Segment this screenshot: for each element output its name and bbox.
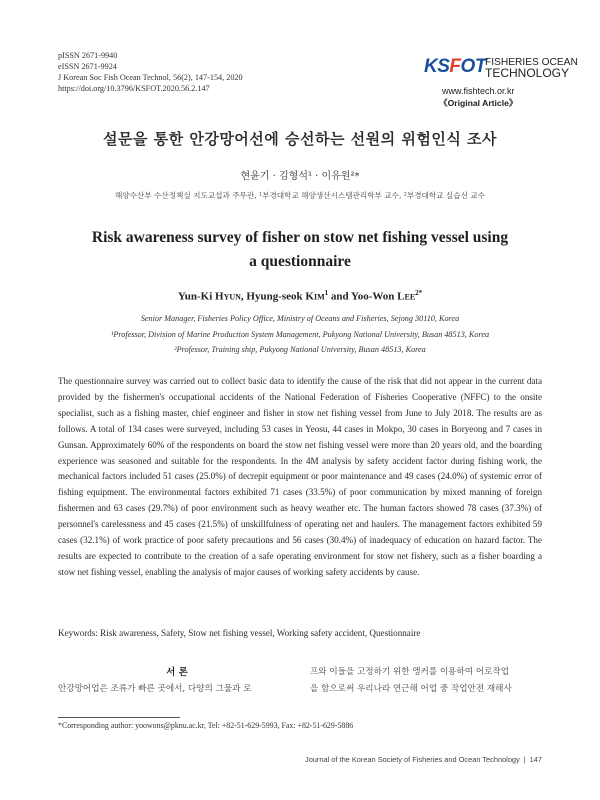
intro-heading: 서 론 (166, 667, 188, 678)
intro-left-column (58, 664, 296, 698)
journal-logo (424, 55, 578, 81)
korean-affiliations: 해양수산부 수산정책실 지도교섭과 주무관, ¹부경대학교 해양생산시스템관리학부 교수, ²부경대학교 실습선 교수 (114, 191, 486, 200)
doi-link[interactable]: https://doi.org/10.3796/KSFOT.2020.56.2.147 (58, 84, 210, 93)
intro-right-line: 프와 이들을 고정하기 위한 앵커를 이용하여 어로작업 (310, 667, 510, 677)
abstract: The questionnaire survey was carried out to collect basic data to identify the cause of the risk that did not appear in the current data provided by the fishermen's occupational accidents of the National Federation of Fisheries Cooperative (NFFC) to the onsite specialist, such as a fishing master, chief engineer and fisher in stow net fishing vessel from June to July 2018. The results are as follows. A total of 134 cases were surveyed, including 53 cases in Yeosu, 44 cases in Mokpo, 30 cases in Boryeong and 7 cases in Gunsan. Approximately 60% of the respondents on board the stow net fishing vessel were more than 20 years old, and the boarding experience was seasoned and suitable for the respondents. In the 4M analysis by safety accident factor during fishing work, the mechanical factors included 51 cases (25.0%) of decrepit equipment or poor maintenance and 49 cases (24.0%) of systemic error of fishing equipment. The environmental factors exhibited 71 cases (33.5%) of poor communication by mixed manning of foreign fishermen and 63 cases (29.7%) of poor environment such as heavy weather etc. The human factors showed 78 cases (37.3%) of personnel's carelessness and 45 cases (21.5%) of unskillfulness of operating net and haulers. The management factors exhibited 59 cases (32.1%) of work practice of poor safety precautions and 56 cases (30.4%) of inadequacy of education on hazard factor. The results are expected to contribute to the creation of a safe operating environment for stow net fishery, such as a fisher boarding a stow net fishing vessel, enabling the analysis of major causes of working safety accidents by cause. (58, 376, 542, 577)
english-authors: Yun-Ki Hyun, Hyung-seok Kim$^1$ and Yoo-Won Lee$^{2*}$ (177, 289, 423, 303)
eissn: eISSN 2671-9924 (58, 62, 117, 71)
pissn: pISSN 2671-9940 (58, 51, 118, 60)
korean-authors: 현윤기 · 김형석¹ · 이유원²* (240, 171, 360, 182)
affiliation-3: ²Professor, Training ship, Pukyong National University, Busan 48513, Korea (174, 345, 426, 354)
journal-metadata (58, 50, 243, 94)
corresponding-author-footnote: *Corresponding author: yoowons@pknu.ac.kr, Tel: +82-51-629-5993, Fax: +82-51-629-5886 (58, 721, 354, 730)
intro-right-column (310, 664, 548, 698)
keywords: Keywords: Risk awareness, Safety, Stow net fishing vessel, Working safety accident, Questionnaire (58, 628, 421, 638)
intro-left-line: 안강망어업은 조류가 빠른 곳에서, 다양의 그물과 로 (58, 684, 252, 694)
logo-text: FISHERIES OCEAN TECHNOLOGY (485, 57, 578, 80)
page-number: 147 (529, 755, 542, 764)
footer-separator: | (523, 755, 526, 764)
footer-journal: Journal of the Korean Society of Fisheries and Ocean Technology (305, 755, 520, 764)
english-affiliations (0, 311, 600, 358)
citation: J Korean Soc Fish Ocean Technol, 56(2), 147-154, 2020 (58, 73, 243, 82)
intro-right-line: 을 함으로써 우리나라 연근해 어업 중 작업안전 재해사 (310, 684, 512, 694)
korean-title: 설문을 통한 안강망어선에 승선하는 선원의 위험인식 조사 (102, 130, 498, 148)
journal-url[interactable]: www.fishtech.or.kr (442, 86, 515, 96)
footnote-divider (58, 717, 180, 718)
page-footer (305, 755, 542, 764)
logo-mark: KSFOT (424, 56, 486, 77)
affiliation-1: Senior Manager, Fisheries Policy Office, Ministry of Oceans and Fisheries, Sejong 30110, Korea (140, 314, 460, 323)
affiliation-2: ¹Professor, Division of Marine Production System Management, Pukyong National University, Busan 48513, Korea (110, 329, 490, 339)
article-type: 《Original Article》 (439, 98, 518, 108)
english-title: Risk awareness survey of fisher on stow net fishing vessel using a questionnaire (91, 229, 509, 270)
